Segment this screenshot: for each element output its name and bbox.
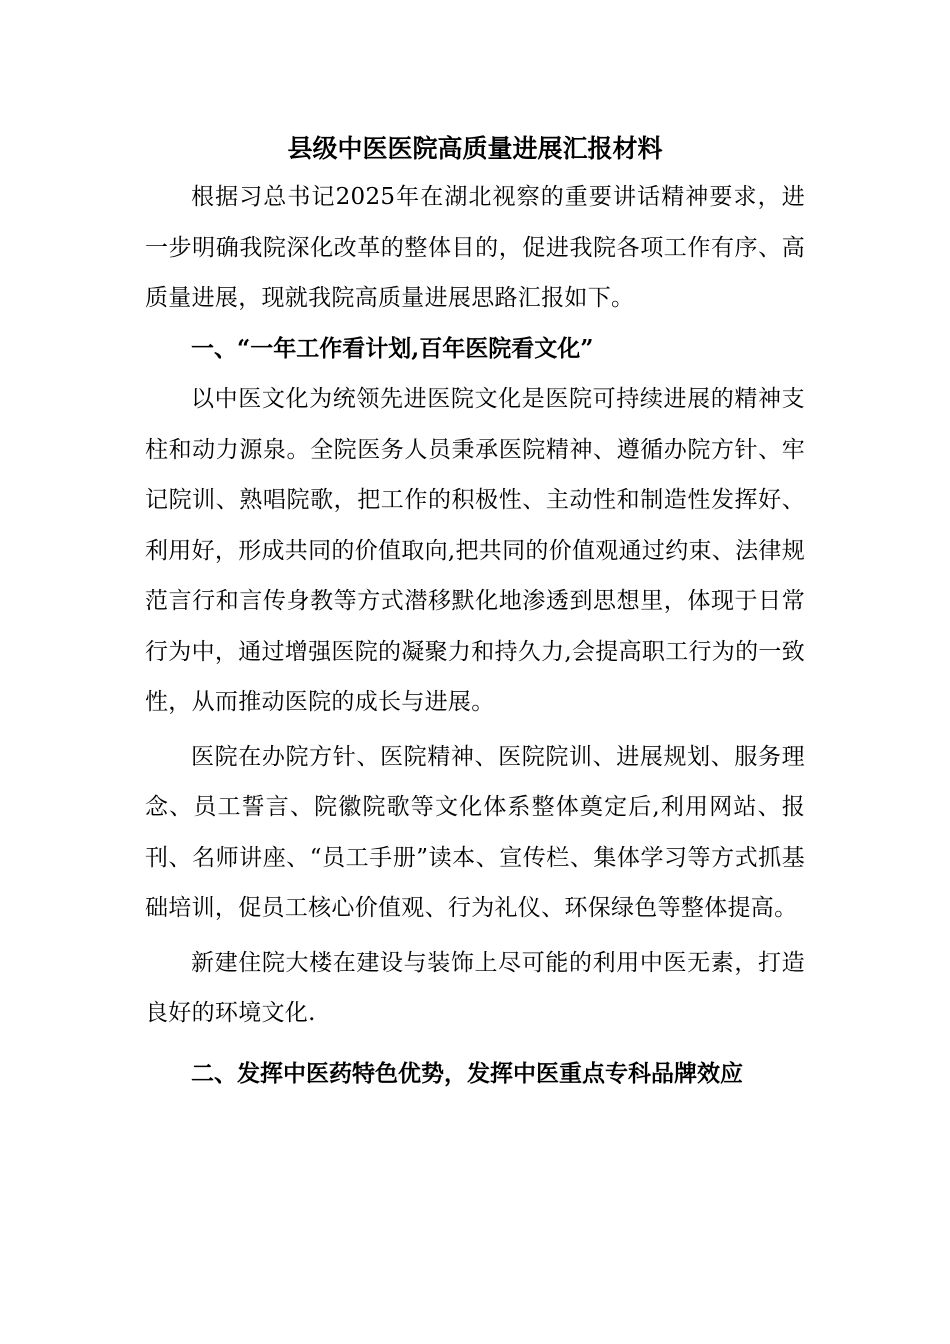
document-title: 县级中医医院高质量进展汇报材料 (287, 134, 663, 163)
intro-paragraph: 根据习总书记2025年在湖北视察的重要讲话精神要求，进一步明确我院深化改革的整体目的，促进我院各项工作有序、高质量进展，现就我院高质量进展思路汇报如下。 (145, 184, 805, 311)
section-2-heading: 二、发挥中医药特色优势，发挥中医重点专科品牌效应 (191, 1059, 743, 1087)
document-body (145, 126, 805, 1099)
section-1-paragraph-2: 医院在办院方针、医院精神、医院院训、进展规划、服务理念、员工誓言、院徽院歌等文化体系整体奠定后,利用网站、报刊、名师讲座、“员工手册”读本、宣传栏、集体学习等方式抓基础培训，促员工核心价值观、行为礼仪、环保绿色等整体提高。 (145, 743, 805, 921)
section-1-heading: 一、“一年工作看计划,百年医院看文化” (191, 334, 594, 362)
section-1-paragraph-3: 新建住院大楼在建设与装饰上尽可能的利用中医无素，打造良好的环境文化. (145, 949, 805, 1026)
section-1-paragraph-1: 以中医文化为统领先进医院文化是医院可持续进展的精神支柱和动力源泉。全院医务人员秉承医院精神、遵循办院方针、牢记院训、熟唱院歌，把工作的积极性、主动性和制造性发挥好、利用好，形成共同的价值取向,把共同的价值观通过约束、法律规范言行和言传身教等方式潜移默化地渗透到思想里，体现于日常行为中，通过增强医院的凝聚力和持久力,会提高职工行为的一致性，从而推动医院的成长与进展。 (145, 386, 806, 715)
